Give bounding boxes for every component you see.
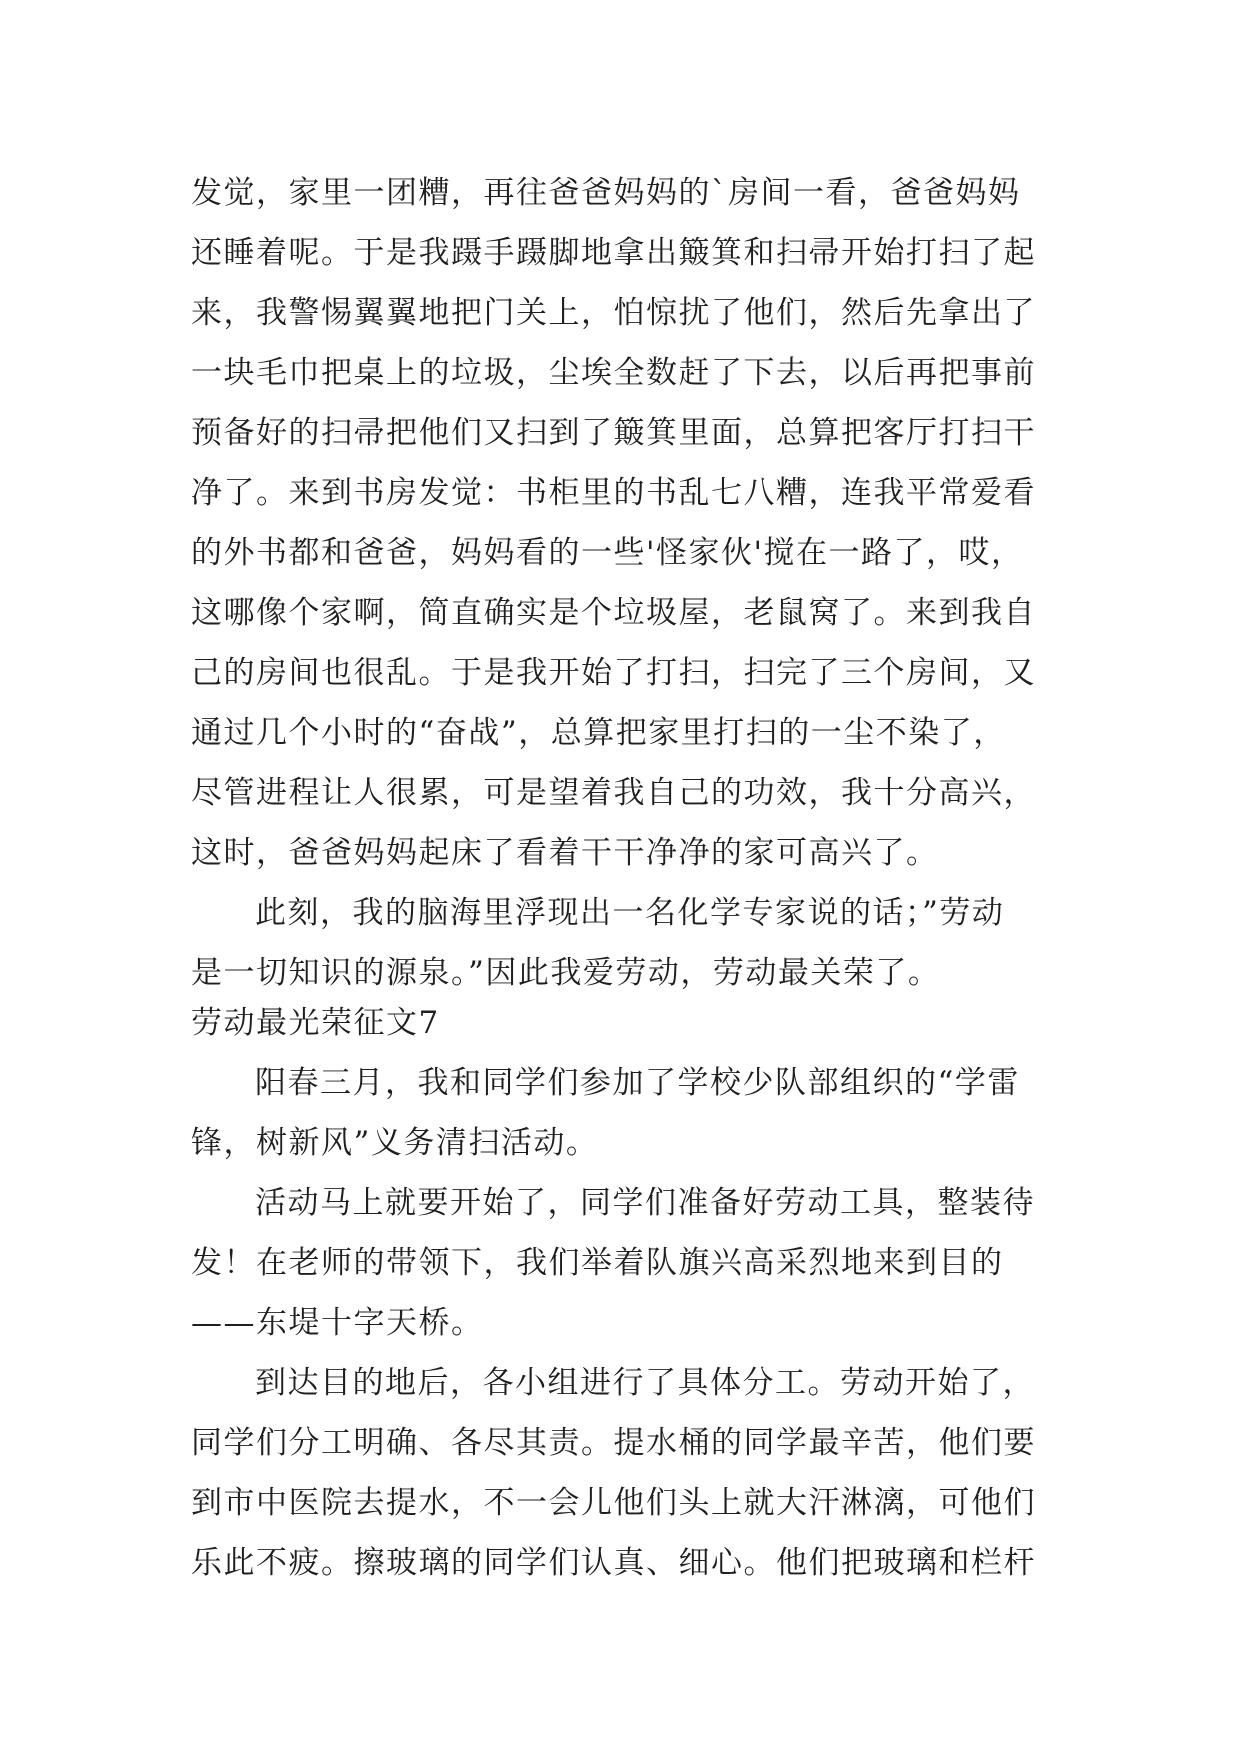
text-line: 阳春三月，我和同学们参加了学校少队部组织的“学雷: [255, 1065, 1020, 1101]
document-body: [191, 163, 1071, 1593]
text-line: 预备好的扫帚把他们又扫到了簸箕里面，总算把客厅打扫干: [191, 415, 1036, 451]
text-line: 是一切知识的源泉。”因此我爱劳动，劳动最关荣了。: [191, 955, 941, 991]
text-line: 净了。来到书房发觉：书柜里的书乱七八糟，连我平常爱看: [191, 475, 1036, 511]
text-line: 到达目的地后，各小组进行了具体分工。劳动开始了，: [255, 1365, 1035, 1401]
text-line: 发觉，家里一团糟，再往爸爸妈妈的`房间一看，爸爸妈妈: [191, 175, 1021, 211]
paragraph-continuation: [191, 163, 1071, 883]
text-line: 己的房间也很乱。于是我开始了打扫，扫完了三个房间，又: [191, 655, 1036, 691]
text-line: 此刻，我的脑海里浮现出一名化学专家说的话；”劳动: [255, 895, 1005, 931]
text-line: 尽管进程让人很累，可是望着我自己的功效，我十分高兴，: [191, 775, 1036, 811]
text-line: 通过几个小时的“奋战”，总算把家里打扫的一尘不染了，: [191, 715, 1006, 751]
text-line: 乐此不疲。擦玻璃的同学们认真、细心。他们把玻璃和栏杆: [191, 1545, 1036, 1581]
text-line: 活动马上就要开始了，同学们准备好劳动工具，整装待: [255, 1185, 1035, 1221]
paragraph-intro: [191, 1053, 1071, 1173]
text-line: 这时，爸爸妈妈起床了看着干干净净的家可高兴了。: [191, 835, 939, 871]
text-line: 这哪像个家啊，简直确实是个垃圾屋，老鼠窝了。来到我自: [191, 595, 1036, 631]
text-line: 来，我警惕翼翼地把门关上，怕惊扰了他们，然后先拿出了: [191, 295, 1036, 331]
section-heading: 劳动最光荣征文7: [191, 1005, 440, 1041]
paragraph-quote: [191, 883, 1071, 1003]
text-line: 到市中医院去提水，不一会儿他们头上就大汗淋漓，可他们: [191, 1485, 1036, 1521]
text-line: 同学们分工明确、各尽其责。提水桶的同学最辛苦，他们要: [191, 1425, 1036, 1461]
paragraph-work: [191, 1353, 1071, 1593]
text-line: 一块毛巾把桌上的垃圾，尘埃全数赶了下去，以后再把事前: [191, 355, 1036, 391]
spacer: [191, 1043, 1071, 1053]
text-line: 的外书都和爸爸，妈妈看的一些'怪家伙'搅在一路了，哎，: [191, 535, 1024, 571]
text-line: 发！在老师的带领下，我们举着队旗兴高采烈地来到目的: [191, 1245, 1004, 1281]
text-line: ——东堤十字天桥。: [191, 1305, 484, 1341]
paragraph-start: [191, 1173, 1071, 1353]
text-line: 锋，树新风”义务清扫活动。: [191, 1125, 599, 1161]
text-line: 还睡着呢。于是我蹑手蹑脚地拿出簸箕和扫帚开始打扫了起: [191, 235, 1036, 271]
